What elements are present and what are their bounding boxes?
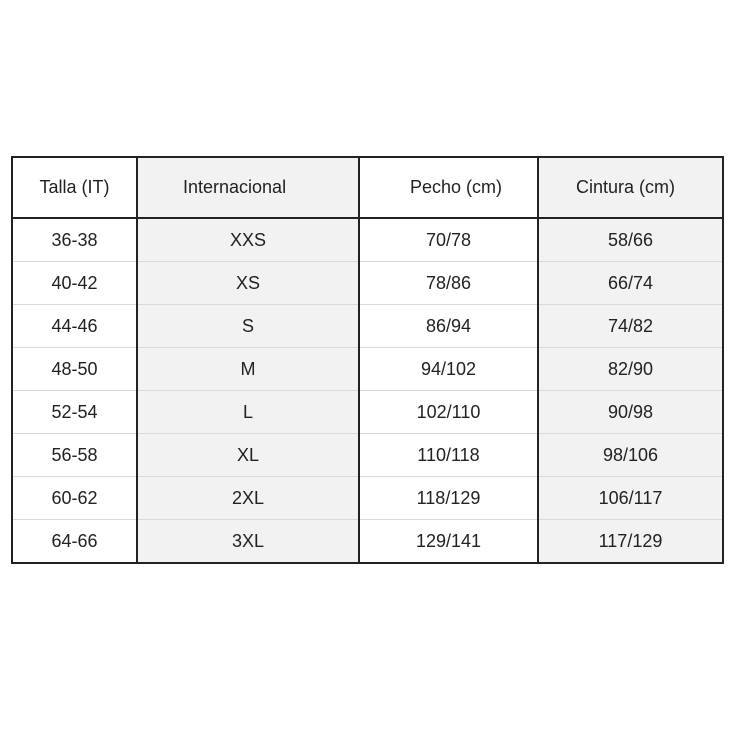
size-chart-table	[11, 156, 724, 564]
table-row	[12, 218, 723, 262]
cell-talla-it: 40-42	[12, 262, 137, 305]
cell-pecho: 110/118	[359, 434, 538, 477]
table-row	[12, 348, 723, 391]
cell-pecho: 129/141	[359, 520, 538, 564]
cell-talla-it: 60-62	[12, 477, 137, 520]
cell-talla-it: 56-58	[12, 434, 137, 477]
header-talla-it: Talla (IT)	[12, 157, 137, 218]
table-row	[12, 262, 723, 305]
cell-internacional: XXS	[137, 218, 359, 262]
header-pecho: Pecho (cm)	[359, 157, 538, 218]
cell-pecho: 70/78	[359, 218, 538, 262]
cell-internacional: XL	[137, 434, 359, 477]
table-row	[12, 391, 723, 434]
cell-cintura: 90/98	[538, 391, 723, 434]
cell-talla-it: 48-50	[12, 348, 137, 391]
cell-cintura: 74/82	[538, 305, 723, 348]
cell-internacional: S	[137, 305, 359, 348]
table-row	[12, 520, 723, 564]
cell-cintura: 66/74	[538, 262, 723, 305]
cell-cintura: 117/129	[538, 520, 723, 564]
cell-talla-it: 64-66	[12, 520, 137, 564]
table-body	[12, 218, 723, 563]
cell-talla-it: 52-54	[12, 391, 137, 434]
cell-pecho: 102/110	[359, 391, 538, 434]
cell-cintura: 106/117	[538, 477, 723, 520]
header-internacional: Internacional	[137, 157, 359, 218]
table-row	[12, 305, 723, 348]
cell-cintura: 58/66	[538, 218, 723, 262]
cell-internacional: L	[137, 391, 359, 434]
header-cintura: Cintura (cm)	[538, 157, 723, 218]
cell-talla-it: 36-38	[12, 218, 137, 262]
table-row	[12, 434, 723, 477]
header-row	[12, 157, 723, 218]
cell-pecho: 86/94	[359, 305, 538, 348]
cell-talla-it: 44-46	[12, 305, 137, 348]
cell-pecho: 78/86	[359, 262, 538, 305]
cell-internacional: 3XL	[137, 520, 359, 564]
table-header	[12, 157, 723, 218]
cell-internacional: M	[137, 348, 359, 391]
cell-cintura: 98/106	[538, 434, 723, 477]
cell-internacional: XS	[137, 262, 359, 305]
cell-pecho: 118/129	[359, 477, 538, 520]
cell-cintura: 82/90	[538, 348, 723, 391]
cell-pecho: 94/102	[359, 348, 538, 391]
cell-internacional: 2XL	[137, 477, 359, 520]
table-row	[12, 477, 723, 520]
